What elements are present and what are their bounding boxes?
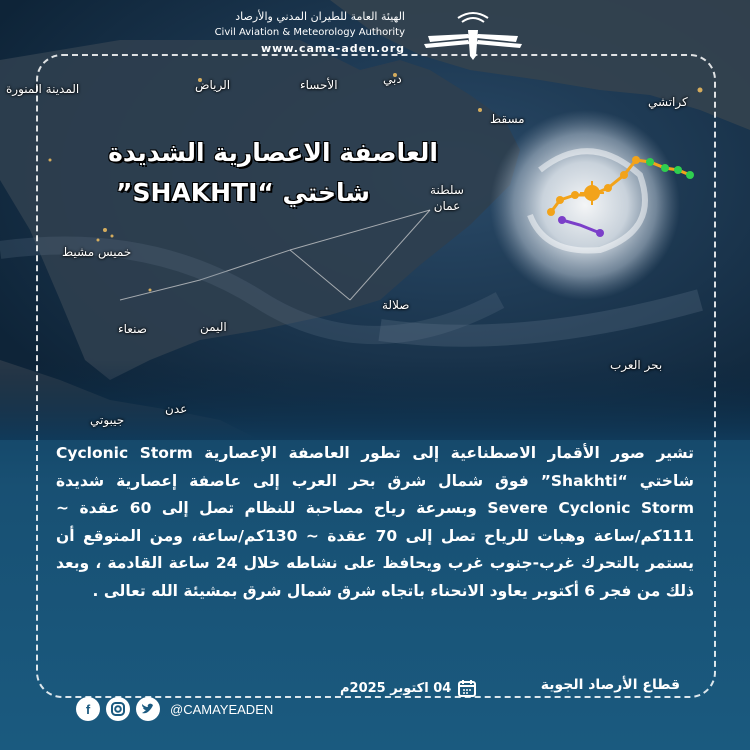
map-label-yemen: اليمن [200, 320, 227, 334]
instagram-icon[interactable] [106, 697, 130, 721]
org-name-en: Civil Aviation & Meteorology Authority [214, 27, 405, 38]
map-label-karachi: كراتشي [648, 95, 688, 109]
twitter-icon[interactable] [136, 697, 160, 721]
map-label-oman: سلطنة عمان [430, 183, 464, 213]
map-label-riyadh: الرياض [195, 78, 231, 92]
body-text [56, 440, 694, 605]
map-label-arabian-sea: بحر العرب [610, 358, 663, 372]
cama-logo-icon [418, 6, 528, 62]
map-label-muscat: مسقط [490, 112, 525, 126]
department-label: قطاع الأرصاد الجوية [540, 677, 680, 693]
map-label-salalah: صلالة [382, 298, 410, 312]
social-handle[interactable]: @CAMAYEADEN [170, 701, 274, 717]
body-paragraph: تشير صور الأقمار الاصطناعية إلى تطور العاصفة الإعصارية Cyclonic Storm شاختي “Shakhti” فوق شمال شرق بحر العرب إلى عاصفة إعصارية شديدة Severe Cyclonic Storm وبسرعة رياح مصاحبة للنظام تصل إلى 60 عقدة ~ 111كم/ساعة وهبات للرياح تصل إلى 70 عقدة ~ 130كم/ساعة، ومن المتوقع أن يستمر بالتحرك غرب-جنوب غرب ويحافظ على نشاطه خلال 24 ساعة القادمة ، وبعد ذلك من فجر 6 أكتوبر يعاود الانحناء باتجاه شرق شمال شرق بمشيئة الله تعالى . [56, 444, 695, 600]
map-label-djibouti: جيبوتي [90, 413, 125, 427]
facebook-icon[interactable]: f [76, 697, 100, 721]
social-links [76, 697, 273, 721]
title-line2: شاختي “SHAKHTI” [116, 178, 370, 207]
map-label-aden: عدن [165, 402, 188, 416]
cyclone-cloud [490, 110, 680, 300]
org-website[interactable]: www.cama-aden.org [261, 42, 405, 55]
header [0, 0, 750, 66]
map-label-dubai: دبي [383, 72, 402, 86]
map-label-sanaa: صنعاء [118, 322, 147, 336]
date-text: 04 اكتوبر 2025م [340, 680, 452, 696]
map-label-khamis: خميس مشيط [62, 245, 132, 259]
org-name-ar: الهيئة العامة للطيران المدني والأرصاد [235, 10, 405, 23]
calendar-icon [457, 678, 477, 698]
map-label-madina: المدينة المنورة [6, 82, 80, 96]
date-box [340, 677, 477, 699]
title-line1: العاصفة الاعصارية الشديدة [108, 138, 438, 167]
map-label-ahsa: الأحساء [300, 78, 338, 92]
